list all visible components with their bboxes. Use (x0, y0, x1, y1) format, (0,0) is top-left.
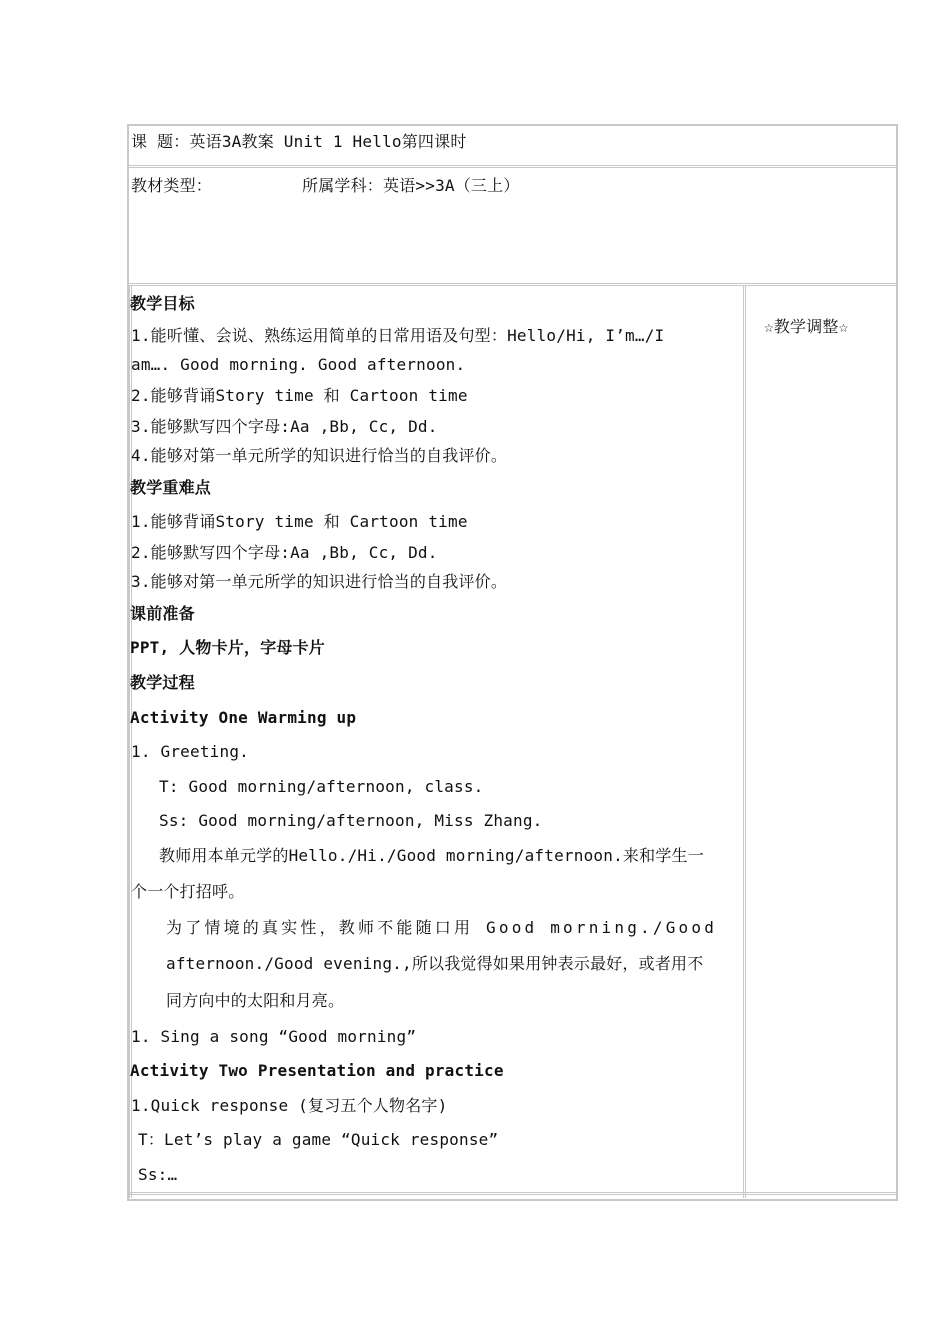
dialogue-students: Ss:… (138, 1165, 178, 1184)
lesson-title: 课 题：英语3A教案 Unit 1 Hello第四课时 (131, 132, 467, 151)
song-step: 1. Sing a song “Good morning” (131, 1027, 417, 1046)
material-type-label: 教材类型： (131, 176, 213, 195)
greeting-step: 1. Greeting. (131, 742, 249, 761)
keypoint-item: 3.能够对第一单元所学的知识进行恰当的自我评价。 (131, 572, 508, 591)
teacher-note: 教师用本单元学的Hello./Hi./Good morning/afternoon.来和学生一 (159, 846, 704, 865)
keypoint-item: 1.能够背诵Story time 和 Cartoon time (131, 512, 468, 531)
teaching-adjustment-label: ☆教学调整☆ (764, 317, 849, 336)
subject-label: 所属学科：英语>>3A（三上） (302, 176, 520, 195)
goal-item: 1.能听懂、会说、熟练运用简单的日常用语及句型：Hello/Hi, I’m…/I (131, 326, 665, 345)
activity-two-heading: Activity Two Presentation and practice (130, 1061, 504, 1080)
preparation-heading: 课前准备 (130, 604, 195, 623)
goal-item: 2.能够背诵Story time 和 Cartoon time (131, 386, 468, 405)
preparation-items: PPT, 人物卡片，字母卡片 (130, 638, 325, 657)
reflection-note: 同方向中的太阳和月亮。 (166, 991, 345, 1010)
goal-item: 4.能够对第一单元所学的知识进行恰当的自我评价。 (131, 446, 508, 465)
keypoints-heading: 教学重难点 (130, 478, 212, 497)
reflection-note: 为了情境的真实性，教师不能随口用 Good morning./Good (166, 918, 718, 937)
row-divider (128, 283, 897, 286)
row-divider (128, 165, 897, 168)
reflection-note: afternoon./Good evening.,所以我觉得如果用钟表示最好，或者用不 (166, 954, 704, 973)
activity-one-heading: Activity One Warming up (130, 708, 357, 727)
process-heading: 教学过程 (130, 673, 195, 692)
goal-item: 3.能够默写四个字母:Aa ,Bb, Cc, Dd. (131, 417, 438, 436)
dialogue-teacher: T: Good morning/afternoon, class. (159, 777, 484, 796)
column-divider (743, 286, 746, 1198)
dialogue-students: Ss: Good morning/afternoon, Miss Zhang. (159, 811, 543, 830)
dialogue-teacher: T：Let’s play a game “Quick response” (138, 1130, 499, 1149)
teacher-note: 个一个打招呼。 (131, 882, 245, 901)
keypoint-item: 2.能够默写四个字母:Aa ,Bb, Cc, Dd. (131, 543, 438, 562)
quick-response-step: 1.Quick response (复习五个人物名字) (131, 1096, 448, 1115)
goals-heading: 教学目标 (130, 294, 195, 313)
row-divider (128, 1192, 897, 1195)
goal-item: am…. Good morning. Good afternoon. (131, 355, 466, 374)
